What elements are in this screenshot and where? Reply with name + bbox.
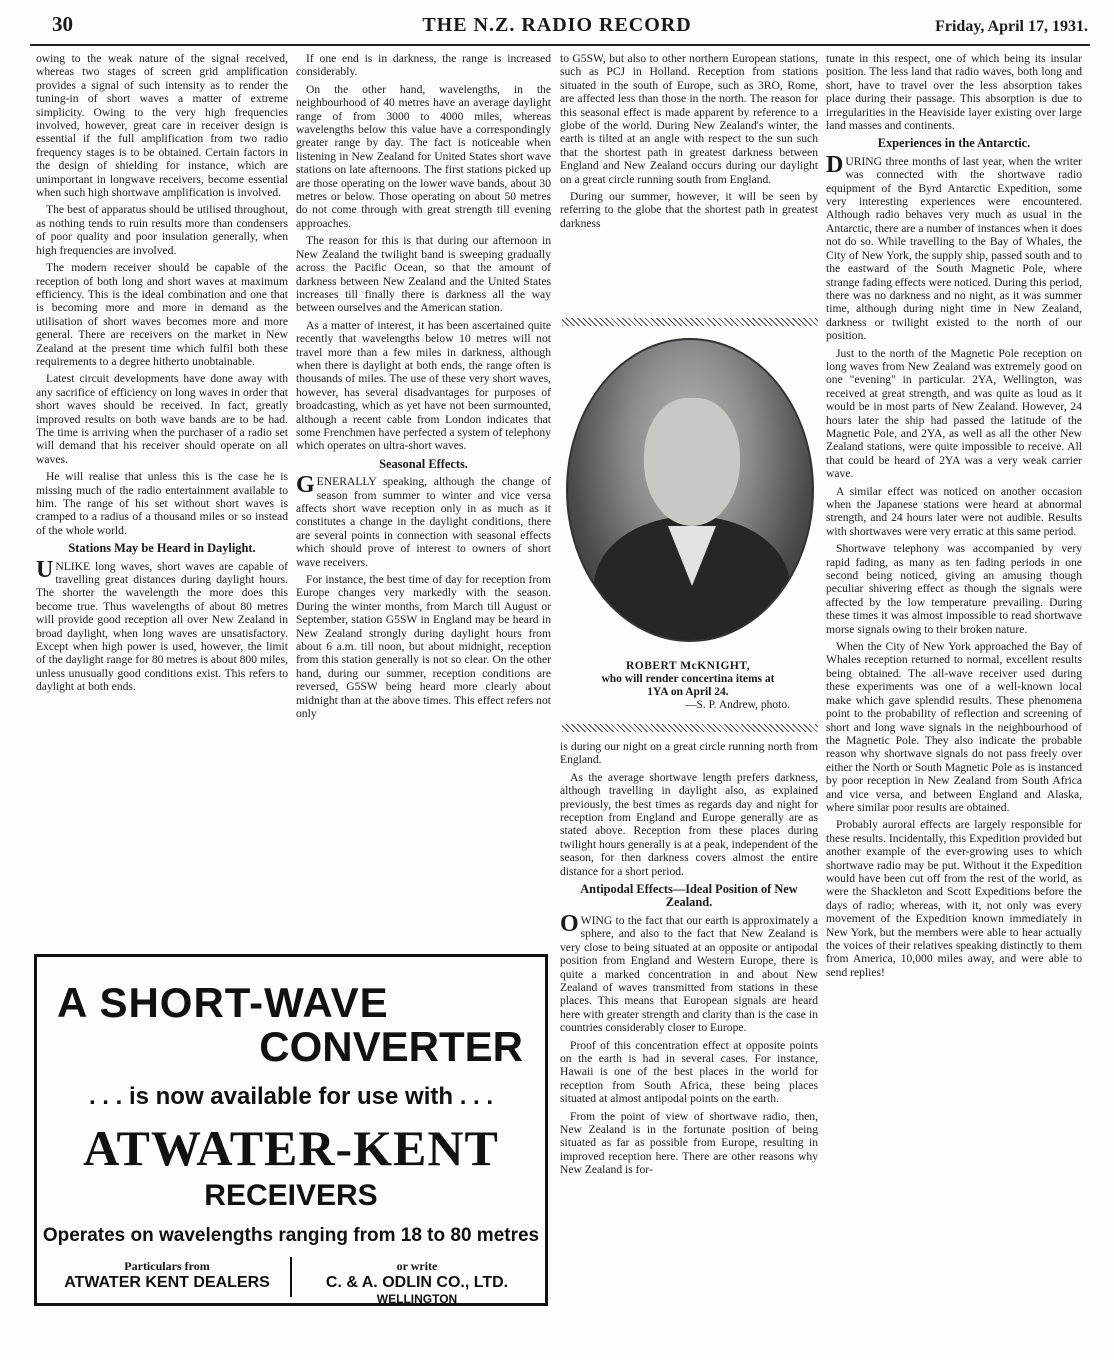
paragraph: From the point of view of shortwave radio, then, New Zealand is in the fortunate position of being situated as far as possible from Europe, resulting in improved reception here. There are other reasons why New Zealand is for- <box>560 1109 818 1177</box>
paragraph: During our summer, however, it will be seen by referring to the globe that the shortest path in greatest darkness <box>560 190 818 230</box>
paragraph: GENERALLY speaking, although the change of season from summer to winter and vice versa affects short wave reception only in as much as it constitutes a change in the daylight conditions, there are several points in connection with seasonal effects which should prove of interest to owners of short wave receivers. <box>296 472 551 569</box>
paragraph: The best of apparatus should be utilised throughout, as nothing tends to ruin results more than condensers of poor quality and poor insulation generally, when high frequencies are involved. <box>36 203 288 257</box>
section-heading: Experiences in the Antarctic. <box>877 136 1031 151</box>
paragraph: OWING to the fact that our earth is approximately a sphere, and also to the fact that New Zealand is very close to being situated at an opposite or antipodal position from England and Western Europe, there is quite a marked concentration in and about New Zealand of waves transmitted from stations in these places. This means that European signals are heard here with greater strength and clarity than is the case in countries considerably closer to Europe. <box>560 910 818 1035</box>
caption-name: ROBERT McKNIGHT, <box>625 660 751 672</box>
paragraph: If one end is in darkness, the range is increased considerably. <box>296 52 551 79</box>
ad-contact-label: or write <box>396 1259 438 1273</box>
article-column-3-top <box>560 52 818 314</box>
decorative-rule-bottom <box>562 724 818 732</box>
ad-dealer-name: ATWATER KENT DEALERS <box>64 1274 270 1291</box>
photo-caption <box>566 660 810 712</box>
ad-tagline: . . . is now available for use with . . . <box>88 1083 494 1110</box>
page-number: 30 <box>52 12 73 36</box>
article-column-2 <box>296 52 551 940</box>
paragraph: On the other hand, wavelengths, in the neighbourhood of 40 metres have an average daylight range of from 3000 to 4000 miles, whereas wavelengths below this value have a correspondingly greater range by day. The fact is noticeable when listening in New Zealand for United States short wave stations on late afternoons. The first stations picked up are those operating on the lower wave bands, about 30 metres or below. Those operating on about 50 metres do not come through with great strength till evening approaches. <box>296 82 551 230</box>
photo-credit: —S. P. Andrew, photo. <box>685 699 790 711</box>
section-heading: Stations May be Heard in Daylight. <box>68 541 256 556</box>
paragraph: owing to the weak nature of the signal received, whereas two stages of screen grid amplification provides a signal of such intensity as to render the tuning-in of short waves a matter of extreme simplicity. Owing to the very high frequencies involved, however, great care in receiver design is essential if the full amplification from two radio frequency stages is to be obtained. Certain factors in the design of shielding for instance, which are unimportant in longwave receivers, become essential when such high shortwave amplification is involved. <box>36 52 288 200</box>
paragraph: The reason for this is that during our afternoon in New Zealand the twilight band is sweeping gradually across the Pacific Ocean, so that the amount of darkness between New Zealand and the United States increases till finally there is darkness all the way between ourselves and the American station. <box>296 234 551 315</box>
portrait-face <box>644 398 740 526</box>
paragraph: Probably auroral effects are largely responsible for these results. Incidentally, this Expedition provided but another example of the ever-growing uses to which shortwave radio may be put. Without it the Expedition would have been cut off from the rest of the world, as were the Shackleton and Scott Expeditions before the days of radio; whereas, with it, not only was every movement of the Expedition known immediately in New York, but the members were able to hear actually the voices of their relatives speaking distinctly to them from America, 10,000 miles away, and were able to send replies! <box>826 818 1082 979</box>
caption-line: 1YA on April 24. <box>647 686 729 698</box>
issue-date: Friday, April 17, 1931. <box>935 18 1088 35</box>
paragraph: Proof of this concentration effect at opposite points on the earth is had in several cases. For instance, Hawaii is one of the best places in the world for reception from South Africa, these being places situated at almost antipodal points on the earth. <box>560 1038 818 1106</box>
paragraph: The modern receiver should be capable of the reception of both long and short waves at maximum efficiency. This is the ideal combination and one that is becoming more and more in demand as the utilisation of short waves becomes more and more general. There are receivers on the market in New Zealand at the present time which fulfil both these requirements to a degree hitherto unobtainable. <box>36 261 288 368</box>
page-header <box>0 0 1114 44</box>
ad-contact-name: C. & A. ODLIN CO., LTD. <box>325 1274 509 1291</box>
paragraph: As the average shortwave length prefers darkness, although travelling in daylight also, as explained previously, the best times as regards day and night for reception from England and Europe generally are as stated above. Reception from these places during twilight hours generally is at a peak, independent of the season, for then darkness covers almost the entire distance for a short period. <box>560 770 818 878</box>
paragraph: As a matter of interest, it has been ascertained quite recently that wavelengths below 10 metres will not travel more than a few miles in darkness, although when there is daylight at both ends, the range often is thousands of miles. The use of these very short waves, however, has several disadvantages for purposes of broadcasting, which as yet have not been surmounted, although a recent cable from London indicates that some Frenchmen have perfected a system of telephony which operates on ultra-short waves. <box>296 318 551 453</box>
ad-headline-2: CONVERTER <box>259 1023 523 1070</box>
paragraph: tunate in this respect, one of which being its insular position. The less land that radio waves, both long and short, have to travel over the less absorption takes place during their passage. This absorption is due to irregularities in the Heaviside layer existing over large land masses and continents. <box>826 52 1082 133</box>
masthead-title: THE N.Z. RADIO RECORD <box>422 14 692 36</box>
advertisement-box <box>34 954 548 1306</box>
ad-divider <box>290 1257 292 1297</box>
decorative-rule-top <box>562 318 818 326</box>
paragraph: Shortwave telephony was accompanied by very rapid fading, as many as ten fading periods in one second being noticed, giving an amusing though peculiar shivering effect as though the signals were affected by the low temperature prevailing. During these times it was almost impossible to read shortwave morse signals owing to their broken nature. <box>826 542 1082 636</box>
ad-dealer-block <box>47 1259 287 1292</box>
paragraph: When the City of New York approached the Bay of Whales reception returned to normal, excellent results being obtained. The all-wave receiver used during these experiments was one of a well-known local make which gave splendid results. These phenomena point to the probability of reflection and screening of short and long wave signals in the neighbourhood of the Magnetic Pole. They also indicate the probable reason why shortwave signals do not pass freely over either the North or South Magnetic Pole as is instanced by poor reception in New Zealand from South Africa and vice versa, and between England and Alaska, where similar poor results are obtained. <box>826 640 1082 814</box>
article-column-1 <box>36 52 288 940</box>
article-column-3-bottom <box>560 740 818 1344</box>
ad-dealer-label: Particulars from <box>124 1259 210 1273</box>
header-rule <box>30 44 1090 46</box>
paragraph: UNLIKE long waves, short waves are capable of travelling great distances during daylight hours. The shorter the wavelength the more does this become true. Thus wavelengths of about 80 metres will provide good reception all over New Zealand in broad daylight, when long waves are unsatisfactory. Except when high power is used, however, the limit of the daylight range for 80 metres is about 800 miles, unless unusually good conditions exist. This refers to daylight at both ends. <box>36 556 288 694</box>
section-heading: Antipodal Effects—Ideal Position of New Zealand. <box>580 882 798 910</box>
paragraph: For instance, the best time of day for reception from Europe changes very markedly with the season. During the winter months, from March till August or September, station G5SW in England may be heard in New Zealand strongly during daylight hours from about 6 a.m. till noon, but about midnight, reception from this station generally is not so clear. On the other hand, during our summer, reception conditions are reversed, G5SW being heard more clearly about midnight than at the above times. This effect refers not only <box>296 573 551 721</box>
ad-brand: ATWATER-KENT <box>83 1120 499 1176</box>
ad-product: RECEIVERS <box>204 1179 378 1212</box>
paragraph: Just to the north of the Magnetic Pole reception on long waves from New Zealand was extremely good on one "evening" in particular. 2YA, Wellington, was received at great strength, and was quite as loud as it would be in most parts of New Zealand. However, 24 hours later the ship had passed the latitude of the Magnetic Pole, and 2YA, as well as all the other New Zealand stations, were quite impossible to receive. All that could be heard of 2YA was a very weak carrier wave. <box>826 346 1082 481</box>
ad-contact-block <box>299 1259 535 1306</box>
article-column-4 <box>826 52 1082 1348</box>
section-heading: Seasonal Effects. <box>379 456 468 471</box>
ad-contact-city: WELLINGTON <box>376 1292 458 1306</box>
paragraph: He will realise that unless this is the case he is missing much of the radio entertainment available to him. The range of his set without short waves is cramped to a radius of a thousand miles or so instead of the whole world. <box>36 470 288 537</box>
paragraph: Latest circuit developments have done away with any sacrifice of efficiency on long waves in order that short waves should be received. In fact, greatly improved results on both wave bands are to be had. The time is arriving when the purchaser of a radio set will demand that his receiver should operate on all waves. <box>36 372 288 466</box>
ad-spec: Operates on wavelengths ranging from 18 to 80 metres <box>42 1225 540 1246</box>
paragraph: to G5SW, but also to other northern European stations, such as PCJ in Holland. Reception from stations situated in the south of Europe, such as 3RO, Rome, are affected less than those in the north. The reason for this seasonal effect is made apparent by reference to a globe of the world. During New Zealand's winter, the earth is tilted at an angle with respect to the sun such that the shortest path in greatest darkness between England and New Zealand occurs during our daylight on a great circle running south from England. <box>560 52 818 186</box>
paragraph: DURING three months of last year, when the writer was connected with the shortwave radio equipment of the Byrd Antarctic Expedition, some very interesting experiences were encountered. Although radio behaves very much as usual in the Antarctic, there are a number of instances when it does not do so. While travelling to the Bay of Whales, the City of New York, the supply ship, passed south and to the eastward of the South Magnetic Pole, where strange fading effects were noticed. During this period, there was no darkness and no night, as it was summer time, although during night time in New Zealand, darkness or twilight existed to the north of our position. <box>826 151 1082 343</box>
portrait-photo <box>566 338 814 642</box>
paragraph: is during our night on a great circle running north from England. <box>560 740 818 767</box>
paragraph: A similar effect was noticed on another occasion when the Japanese stations were heard at abnormal strength, and 24 hours later were not audible. Results with shortwaves were very erratic at this same period. <box>826 484 1082 538</box>
ad-headline-1: A SHORT-WAVE <box>57 979 389 1026</box>
caption-line: who will render concertina items at <box>601 673 775 685</box>
